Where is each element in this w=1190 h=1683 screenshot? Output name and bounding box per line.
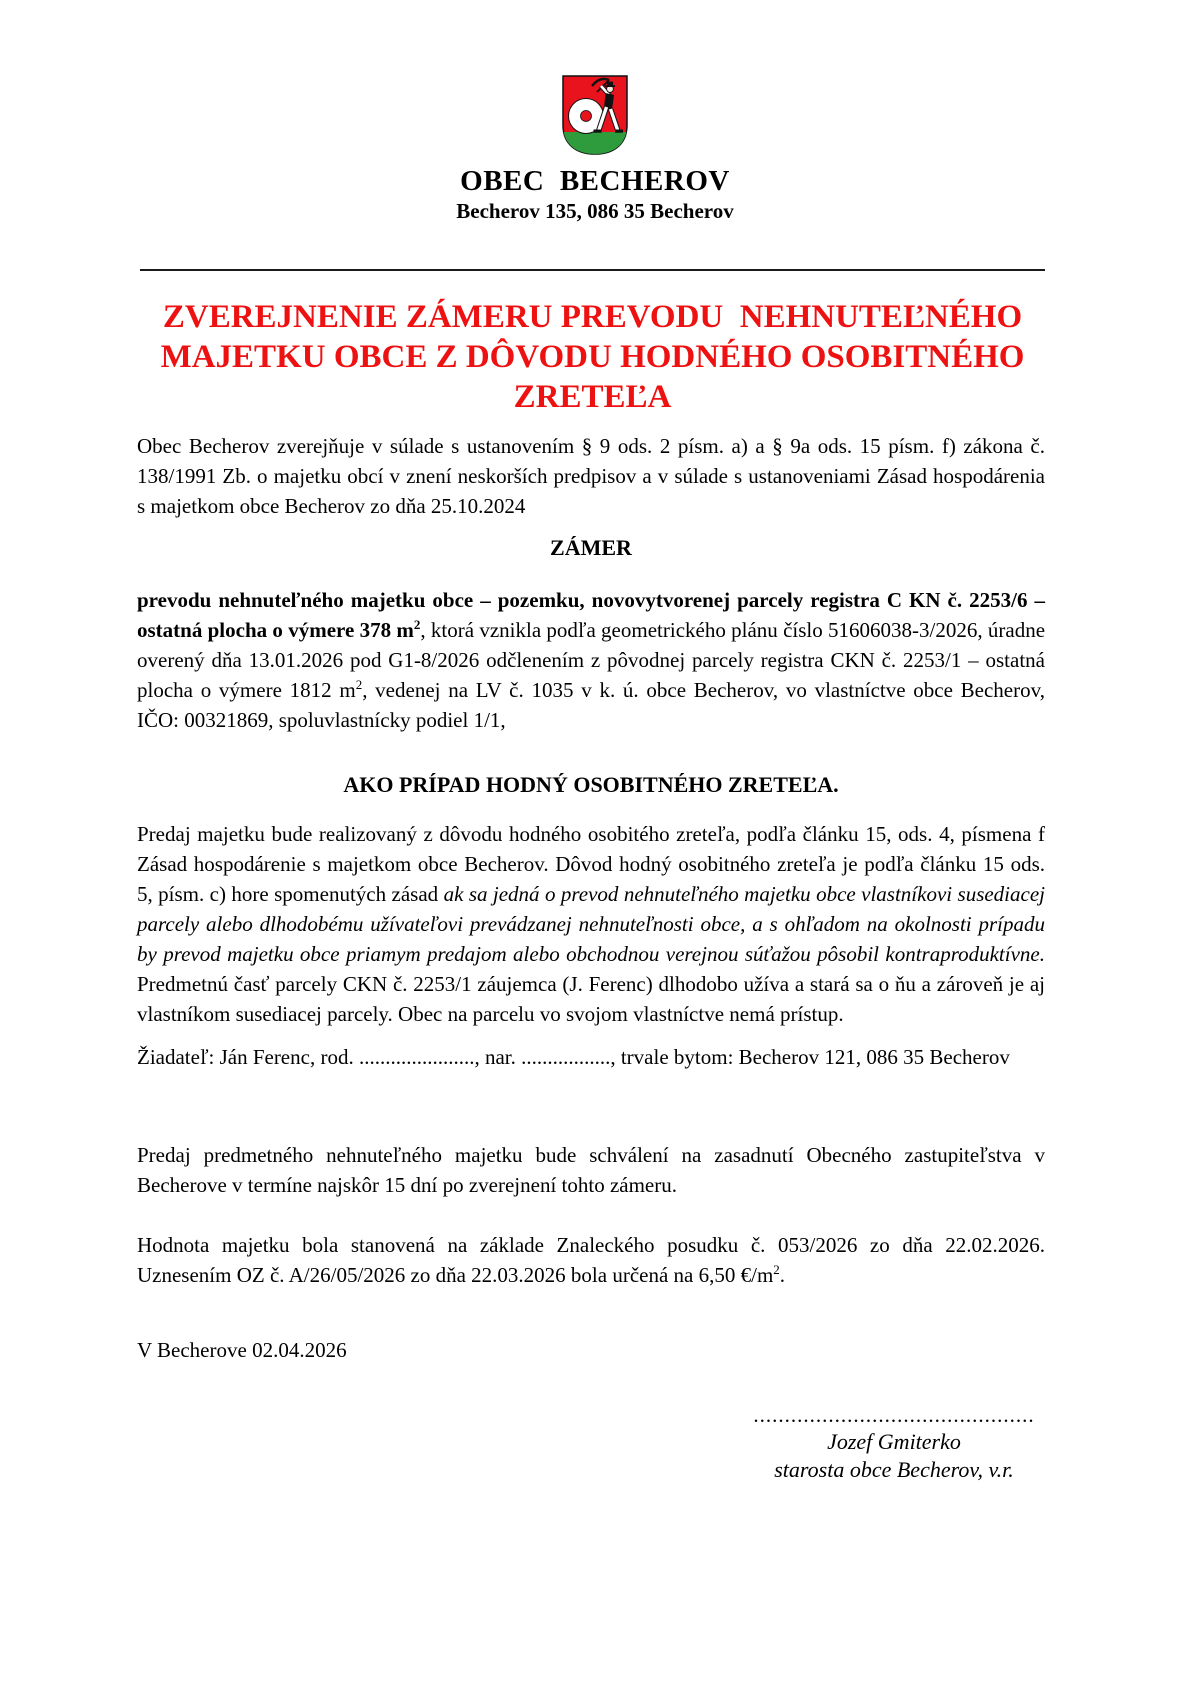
header-divider [140,269,1045,271]
dateline: V Becherove 02.04.2026 [137,1338,347,1362]
valuation-paragraph [137,1230,1045,1290]
signature-block [743,1402,1045,1484]
title-line-3: ZRETEĽA [513,379,672,415]
case-heading: AKO PRÍPAD HODNÝ OSOBITNÉHO ZRETEĽA. [343,772,839,797]
valuation-run-2: . [779,1263,786,1287]
title-line-1: ZVEREJNENIE ZÁMERU PREVODU NEHNUTEĽNÉHO [162,299,1023,335]
valuation-run-1: Hodnota majetku bola stanovená na základe Znaleckého posudku č. 053/2026 zo dňa 22.02.2026. Uznesením OZ č. A/26/05/2026 zo dňa 22.03.2026 bola určená na 6,50 €/m [137,1233,1045,1287]
org-address: Becherov 135, 086 35 Becherov [456,199,734,223]
signatory-role: starosta obce Becherov, v.r. [774,1457,1014,1482]
title-line-2: MAJETKU OBCE Z DÔVODU HODNÉHO OSOBITNÉHO [160,339,1025,375]
reason-run-1: Predaj majetku bude realizovaný z dôvodu hodného osobitého zreteľa, podľa článku 15, ods. 4, písmena f Zásad hospodárenie s majetkom obce Becherov. Dôvod hodný osobitného zreteľa je podľa článku 15 ods. 5, písm. c) hore spomenutých zásad [137,822,1045,906]
letterhead [0,0,1190,224]
zamer-heading: ZÁMER [550,535,632,560]
reason-run-2: Predmetnú časť parcely CKN č. 2253/1 záujemca (J. Ferenc) dlhodobo užíva a stará sa o ňu a zároveň je aj vlastníkom susediacej parcely. Obec na parcelu vo svojom vlastníctve nemá prístup. [137,972,1045,1026]
reason-italic-run: ak sa jedná o prevod nehnuteľného majetku obce vlastníkovi susediacej parcely alebo dlhodobému užívateľovi prevádzanej nehnuteľnosti obce, a s ohľadom na okolnosti prípadu by prevod majetku obce priamym predajom alebo obchodnou verejnou súťažou pôsobil kontraproduktívne. [137,882,1045,966]
signature-dotted-line: ............................................. [753,1403,1035,1427]
zamer-regular-run-2: , vedenej na LV č. 1035 v k. ú. obce Becherov, vo vlastníctve obce Becherov, IČO: 00321869, spoluvlastnícky podiel 1/1, [137,678,1046,732]
zamer-regular-run-1: , ktorá vznikla podľa geometrického plánu číslo 51606038-3/2026, úradne overený dňa 13.01.2026 pod G1-8/2026 odčlenením z pôvodnej parcely registra CKN č. 2253/1 – ostatná plocha o výmere 1812 m [137,618,1046,702]
zamer-paragraph [137,585,1045,735]
approval-paragraph: Predaj predmetného nehnuteľného majetku bude schválení na zasadnutí Obecného zastupiteľstva v Becherove v termíne najskôr 15 dní po zverejnení tohto zámeru. [137,1143,1045,1197]
document-title [140,297,1045,417]
crest-svg [560,73,630,157]
reason-paragraph [137,819,1045,1029]
signatory-name: Jozef Gmiterko [827,1429,961,1454]
org-name: OBEC BECHEROV [460,165,730,197]
zamer-bold-run: prevodu nehnuteľného majetku obce – pozemku, novovytvorenej parcely registra C KN č. 2253/6 – ostatná plocha o výmere 378 m [137,588,1045,642]
square-meter-sup: 2 [773,1262,780,1277]
becherov-coat-of-arms-icon [560,73,630,157]
applicant-paragraph: Žiadateľ: Ján Ferenc, rod. ......................, nar. ................., trvale bytom: Becherov 121, 086 35 Becherov [137,1045,1010,1069]
document-body [137,431,1045,1484]
square-meter-sup: 2 [355,677,363,692]
intro-paragraph: Obec Becherov zverejňuje v súlade s ustanovením § 9 ods. 2 písm. a) a § 9a ods. 15 písm. f) zákona č. 138/1991 Zb. o majetku obcí v znení neskorších predpisov a v súlade s ustanoveniami Zásad hospodárenia s majetkom obce Becherov zo dňa 25.10.2024 [137,434,1045,518]
square-meter-sup: 2 [413,617,421,632]
